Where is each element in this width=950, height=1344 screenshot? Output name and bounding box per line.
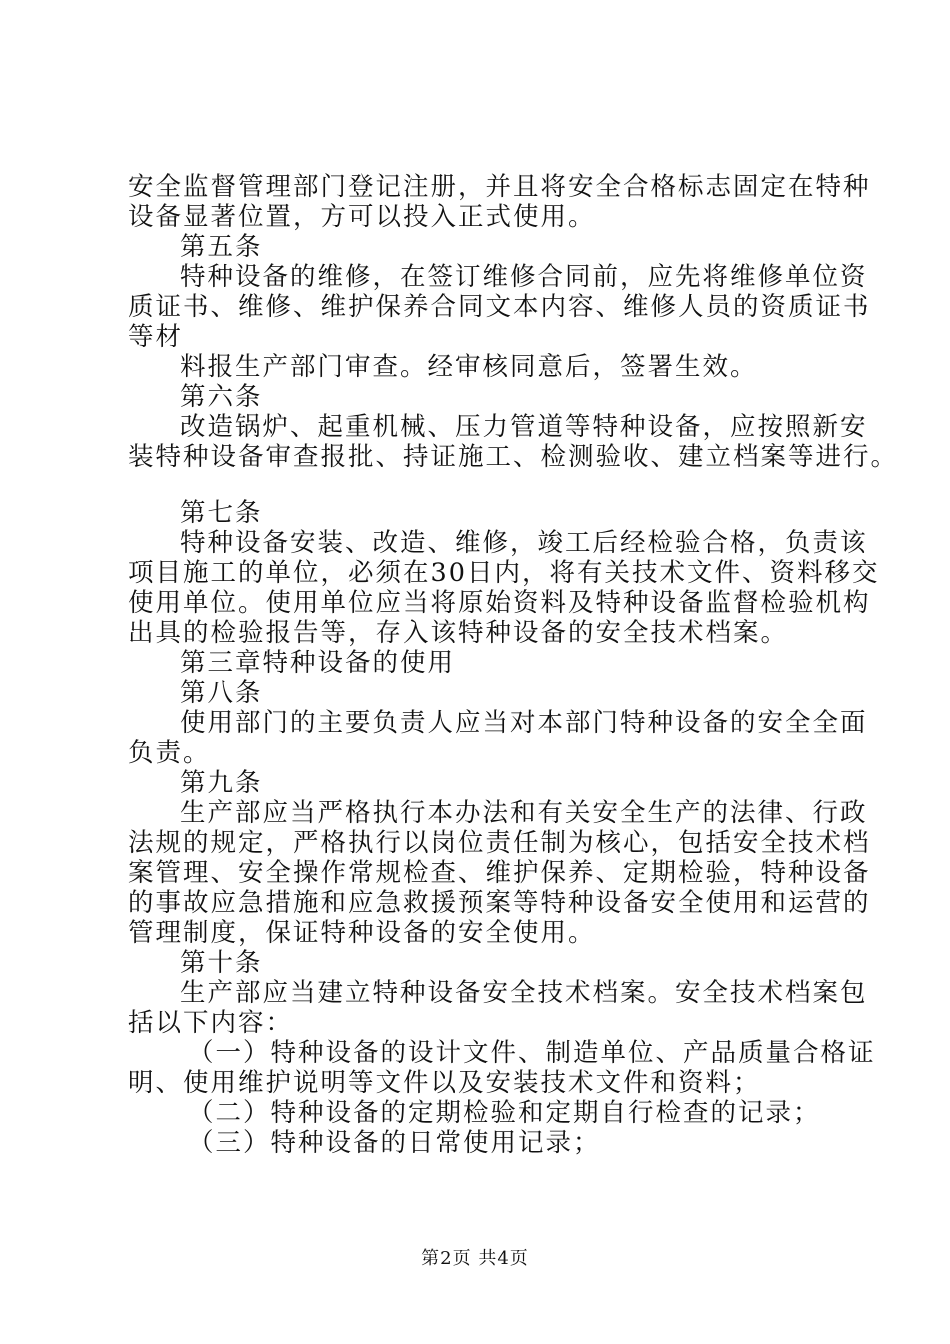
body-line: 等材 [128,322,184,352]
body-line: 装特种设备审查报批、持证施工、检测验收、建立档案等进行。 [128,442,899,472]
list-item: （一）特种设备的设计文件、制造单位、产品质量合格证 [188,1038,876,1068]
article-heading: 第十条 [180,948,263,978]
article-heading: 第七条 [180,498,263,528]
body-line: 使用部门的主要负责人应当对本部门特种设备的安全全面 [180,708,868,738]
body-line: 安全监督管理部门登记注册，并且将安全合格标志固定在特种 [128,172,871,202]
list-item: （二）特种设备的定期检验和定期自行检查的记录； [188,1098,821,1128]
article-heading: 第八条 [180,678,263,708]
body-line: 质证书、维修、维护保养合同文本内容、维修人员的资质证书 [128,292,871,322]
body-line: 特种设备安装、改造、维修，竣工后经检验合格，负责该 [180,528,868,558]
body-line: 改造锅炉、起重机械、压力管道等特种设备，应按照新安 [180,412,868,442]
body-line: 负责。 [128,738,211,768]
body-line: 特种设备的维修，在签订维修合同前，应先将维修单位资 [180,262,868,292]
body-line: 生产部应当建立特种设备安全技术档案。安全技术档案包 [180,978,868,1008]
article-heading: 第五条 [180,232,263,262]
article-heading: 第九条 [180,768,263,798]
body-line: 明、使用维护说明等文件以及安装技术文件和资料； [128,1068,761,1098]
body-line: 项目施工的单位，必须在30日内，将有关技术文件、资料移交 [128,558,880,588]
body-line: 料报生产部门审查。经审核同意后，签署生效。 [180,352,758,382]
body-line: 出具的检验报告等，存入该特种设备的安全技术档案。 [128,618,789,648]
body-line: 生产部应当严格执行本办法和有关安全生产的法律、行政 [180,798,868,828]
body-line: 法规的规定，严格执行以岗位责任制为核心，包括安全技术档 [128,828,871,858]
body-line: 括以下内容： [128,1008,294,1038]
page-number-footer: 第2页 共4页 [421,1248,529,1269]
article-heading: 第六条 [180,382,263,412]
list-item: （三）特种设备的日常使用记录； [188,1128,601,1158]
body-line: 的事故应急措施和应急救援预案等特种设备安全使用和运营的 [128,888,871,918]
document-body [128,172,899,1158]
chapter-heading: 第三章特种设备的使用 [180,648,456,678]
body-line: 案管理、安全操作常规检查、维护保养、定期检验，特种设备 [128,858,871,888]
body-line: 管理制度，保证特种设备的安全使用。 [128,918,596,948]
body-line: 设备显著位置，方可以投入正式使用。 [128,202,596,232]
body-line: 使用单位。使用单位应当将原始资料及特种设备监督检验机构 [128,588,871,618]
